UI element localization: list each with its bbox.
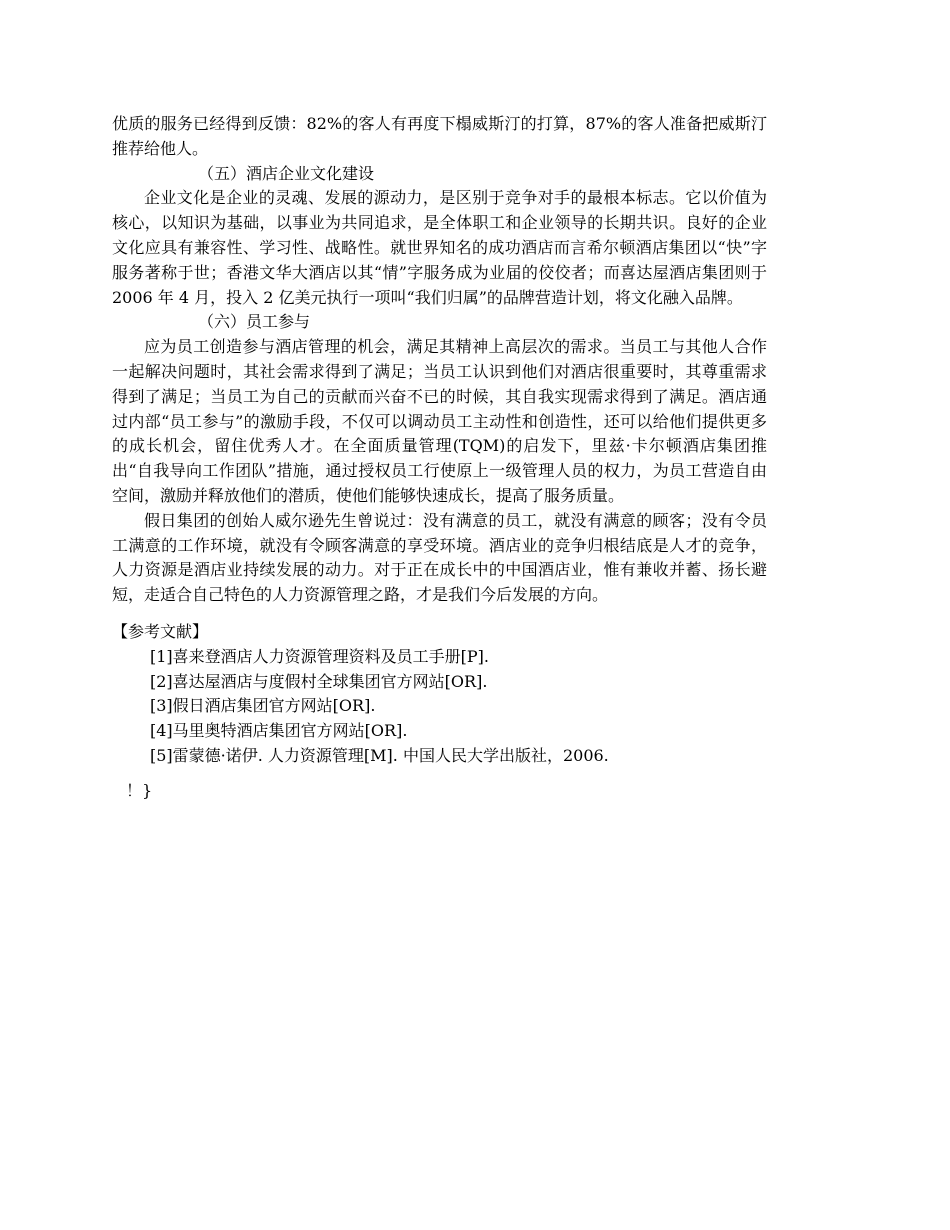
document-page — [112, 112, 767, 804]
references-list — [112, 645, 767, 769]
trailing-mark: ！} — [126, 780, 153, 800]
reference-item: [5]雷蒙德·诺伊. 人力资源管理[M]. 中国人民大学出版社，2006. — [150, 745, 609, 765]
references-title: 【参考文献】 — [112, 621, 209, 641]
reference-item: [4]马里奥特酒店集团官方网站[OR]. — [150, 721, 408, 741]
reference-item: [1]喜来登酒店人力资源管理资料及员工手册[P]. — [150, 646, 490, 666]
paragraph-service-feedback: 优质的服务已经得到反馈：82%的客人有再度下榻威斯汀的打算，87%的客人准备把威斯汀推荐给他人。 — [112, 114, 767, 158]
paragraph-employee-participation: 应为员工创造参与酒店管理的机会，满足其精神上高层次的需求。当员工与其他人合作一起解决问题时，其社会需求得到了满足；当员工认识到他们对酒店很重要时，其尊重需求得到了满足；当员工为自己的贡献而兴奋不已的时候，其自我实现需求得到了满足。酒店通过内部“员工参与”的激励手段，不仅可以调动员工主动性和创造性，还可以给他们提供更多的成长机会，留住优秀人才。在全面质量管理(TQM)的启发下，里兹·卡尔顿酒店集团推出“自我导向工作团队”措施，通过授权员工行使原上一级管理人员的权力，为员工营造自由空间，激励并释放他们的潜质，使他们能够快速成长，提高了服务质量。 — [112, 337, 767, 505]
paragraph-conclusion: 假日集团的创始人威尔逊先生曾说过：没有满意的员工，就没有满意的顾客；没有令员工满意的工作环境，就没有令顾客满意的享受环境。酒店业的竞争归根结底是人才的竞争，人力资源是酒店业持续发展的动力。对于正在成长中的中国酒店业，惟有兼收并蓄、扬长避短，走适合自己特色的人力资源管理之路，才是我们今后发展的方向。 — [112, 510, 767, 605]
paragraph-corporate-culture: 企业文化是企业的灵魂、发展的源动力，是区别于竞争对手的最根本标志。它以价值为核心，以知识为基础，以事业为共同追求，是全体职工和企业领导的长期共识。良好的企业文化应具有兼容性、学习性、战略性。就世界知名的成功酒店而言希尔顿酒店集团以“快”字服务著称于世；香港文华大酒店以其“情”字服务成为业届的佼佼者；而喜达屋酒店集团则于 2006 年 4 月，投入 2 亿美元执行一项叫“我们归属”的品牌营造计划，将文化融入品牌。 — [112, 188, 767, 307]
reference-item: [2]喜达屋酒店与度假村全球集团官方网站[OR]. — [150, 671, 488, 691]
section-heading-employee-participation: （六）员工参与 — [198, 312, 311, 332]
reference-item: [3]假日酒店集团官方网站[OR]. — [150, 696, 376, 716]
section-heading-corporate-culture: （五）酒店企业文化建设 — [198, 163, 375, 183]
